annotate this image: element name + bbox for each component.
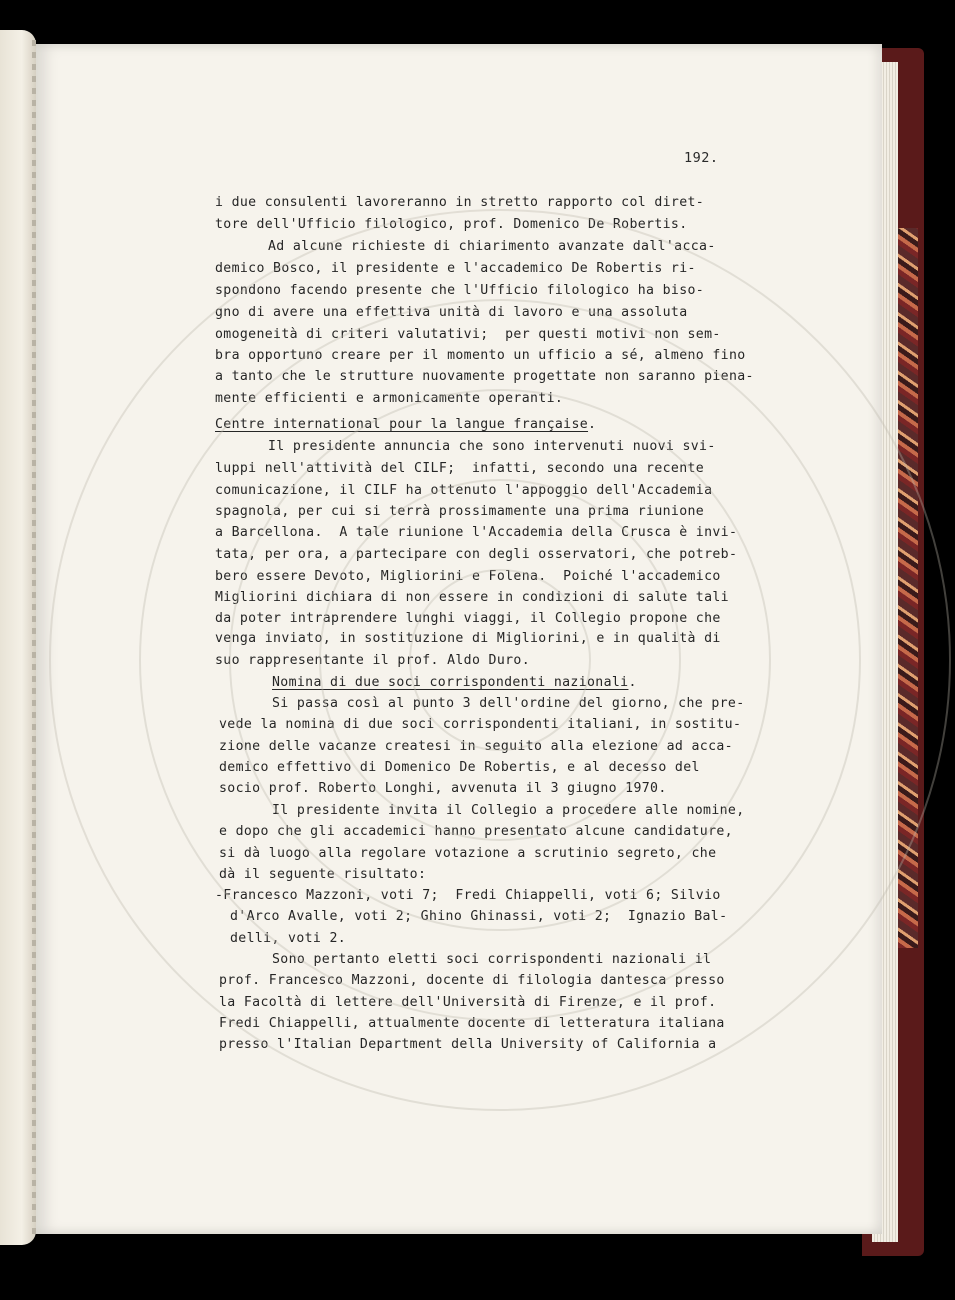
section-heading-nomina: Nomina di due soci corrispondenti nazionali. — [272, 675, 637, 690]
text-line: Il presidente invita il Collegio a procedere alle nomine, — [272, 803, 745, 818]
text-line: Si passa così al punto 3 dell'ordine del giorno, che pre- — [272, 696, 745, 711]
text-line: socio prof. Roberto Longhi, avvenuta il 3 giugno 1970. — [219, 781, 667, 796]
text-line: suo rappresentante il prof. Aldo Duro. — [215, 653, 531, 668]
text-line: bero essere Devoto, Migliorini e Folena. Poiché l'accademico — [215, 569, 721, 584]
text-line: Migliorini dichiara di non essere in condizioni di salute tali — [215, 590, 729, 605]
text-line: a Barcellona. A tale riunione l'Accademia della Crusca è invi- — [215, 525, 738, 540]
marbled-endpaper — [898, 228, 918, 948]
text-line: Il presidente annuncia che sono intervenuti nuovi svi- — [268, 439, 716, 454]
section-heading-cilf: Centre international pour la langue française. — [215, 417, 597, 432]
text-line: -Francesco Mazzoni, voti 7; Fredi Chiappelli, voti 6; Silvio — [215, 888, 721, 903]
text-line: tore dell'Ufficio filologico, prof. Domenico De Robertis. — [215, 217, 688, 232]
text-line: tata, per ora, a partecipare con degli osservatori, che potreb- — [215, 547, 738, 562]
text-line: mente efficienti e armonicamente operanti. — [215, 391, 564, 406]
text-line: luppi nell'attività del CILF; infatti, secondo una recente — [215, 461, 705, 476]
text-line: spagnola, per cui si terrà prossimamente una prima riunione — [215, 504, 705, 519]
text-line: a tanto che le strutture nuovamente progettate non saranno piena- — [215, 369, 754, 384]
text-line: Ad alcune richieste di chiarimento avanzate dall'acca- — [268, 239, 716, 254]
text-line: la Facoltà di lettere dell'Università di Firenze, e il prof. — [219, 995, 717, 1010]
text-line: gno di avere una effettiva unità di lavoro e una assoluta — [215, 305, 688, 320]
text-line: comunicazione, il CILF ha ottenuto l'appoggio dell'Accademia — [215, 483, 713, 498]
text-line: omogeneità di criteri valutativi; per questi motivi non sem- — [215, 327, 721, 342]
text-line: spondono facendo presente che l'Ufficio filologico ha biso- — [215, 283, 705, 298]
text-line: Fredi Chiappelli, attualmente docente di letteratura italiana — [219, 1016, 725, 1031]
text-line: si dà luogo alla regolare votazione a scrutinio segreto, che — [219, 846, 717, 861]
text-line: dà il seguente risultato: — [219, 867, 427, 882]
text-line: Sono pertanto eletti soci corrispondenti nazionali il — [272, 952, 712, 967]
text-line: demico Bosco, il presidente e l'accademico De Robertis ri- — [215, 261, 696, 276]
facing-page-edge — [0, 30, 36, 1245]
text-line: da poter intraprendere lunghi viaggi, il Collegio propone che — [215, 611, 721, 626]
text-line: venga inviato, in sostituzione di Migliorini, e in qualità di — [215, 631, 721, 646]
text-line: bra opportuno creare per il momento un ufficio a sé, almeno fino — [215, 348, 746, 363]
text-line: vede la nomina di due soci corrispondenti italiani, in sostitu- — [219, 717, 742, 732]
text-line: i due consulenti lavoreranno in stretto rapporto col diret- — [215, 195, 705, 210]
text-line: e dopo che gli accademici hanno presentato alcune candidature, — [219, 824, 733, 839]
text-line: zione delle vacanze createsi in seguito alla elezione ad acca- — [219, 739, 733, 754]
text-line: delli, voti 2. — [230, 931, 347, 946]
text-line: demico effettivo di Domenico De Robertis, e al decesso del — [219, 760, 700, 775]
text-line: presso l'Italian Department della University of California a — [219, 1037, 717, 1052]
text-line: prof. Francesco Mazzoni, docente di filologia dantesca presso — [219, 973, 725, 988]
text-line: d'Arco Avalle, voti 2; Ghino Ghinassi, voti 2; Ignazio Bal- — [230, 909, 728, 924]
page-number: 192. — [684, 150, 719, 166]
